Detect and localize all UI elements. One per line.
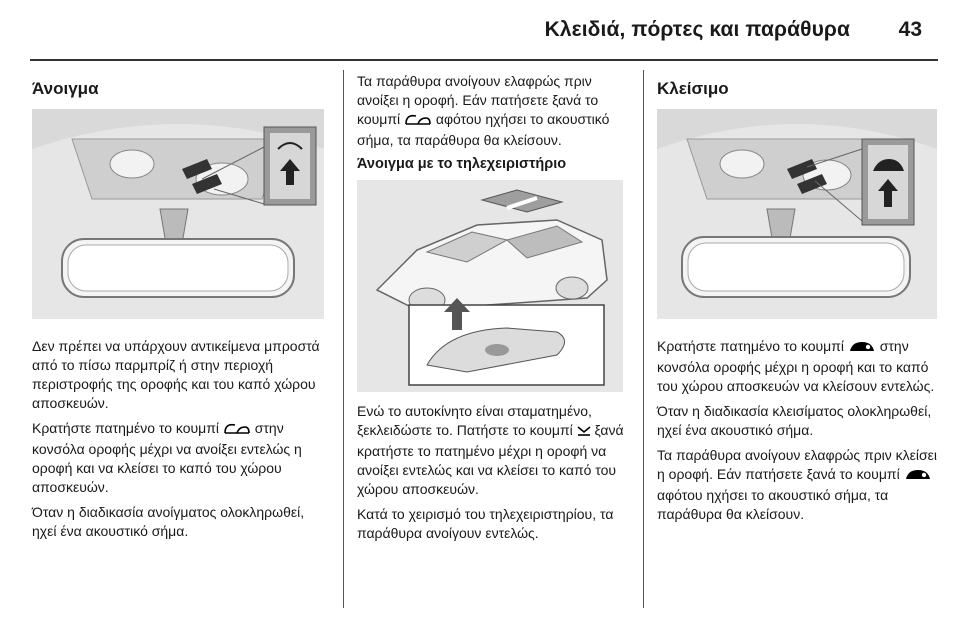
remote-unlock-icon: [577, 423, 591, 442]
header-title: Κλειδιά, πόρτες και παράθυρα: [544, 18, 850, 41]
roof-console-drawing: [32, 109, 324, 319]
page-header: [0, 0, 960, 62]
header-rule: [30, 59, 938, 61]
paragraph: Δεν πρέπει να υπάρχουν αντικείμενα μπροστά από το πίσω παρμπρίζ ή στην περιοχή περιστροφής της οροφής και του καπό χώρου αποσκευών.: [32, 338, 320, 411]
car-remote-drawing: [357, 180, 623, 392]
paragraph: [357, 72, 635, 150]
text-segment: Κρατήστε πατημένο το κουμπί: [657, 338, 848, 354]
roof-console-close-illustration: [657, 109, 937, 319]
subsection-title: Άνοιγμα με το τηλεχειριστήριο: [357, 156, 567, 172]
roof-close-icon: [904, 467, 932, 486]
column-divider: [343, 70, 344, 608]
column-open: [32, 70, 332, 547]
paragraph: [357, 402, 635, 499]
paragraph: [657, 337, 939, 396]
paragraph: Όταν η διαδικασία κλεισίματος ολοκληρωθεί, ηχεί ένα ακουστικό σήμα.: [657, 403, 932, 438]
text-segment: αφότου ηχήσει το ακουστικό σήμα, τα παράθυρα θα κλείσουν.: [357, 111, 610, 148]
roof-close-icon: [848, 339, 876, 358]
column-divider: [643, 70, 644, 608]
text-segment: Τα παράθυρα ανοίγουν ελαφρώς πριν κλείσει η οροφή. Εάν πατήσετε ξανά το κουμπί: [657, 447, 938, 482]
text-segment: στην κονσόλα οροφής μέχρι να ανοίξει εντελώς η οροφή και να κλείσει το καπό του χώρου αποσκευών.: [32, 420, 302, 495]
car-remote-illustration: [357, 180, 623, 392]
section-title-open: Άνοιγμα: [32, 79, 99, 98]
paragraph: Όταν η διαδικασία ανοίγματος ολοκληρωθεί, ηχεί ένα ακουστικό σήμα.: [32, 504, 305, 539]
text-segment: ξανά κρατήστε το πατημένο μέχρι η οροφή να ανοίξει εντελώς και να κλείσει το καπό του χώρου αποσκευών.: [357, 422, 624, 497]
text-segment: Τα παράθυρα ανοίγουν ελαφρώς πριν ανοίξει η οροφή. Εάν πατήσετε ξανά το κουμπί: [357, 73, 599, 127]
text-segment: Κρατήστε πατημένο το κουμπί: [32, 420, 223, 436]
page-number: 43: [898, 18, 922, 41]
column-close: [657, 70, 939, 530]
section-title-close: Κλείσιμο: [657, 79, 729, 98]
roof-console-drawing: [657, 109, 937, 319]
column-remote: [357, 70, 635, 549]
text-segment: Ενώ το αυτοκίνητο είναι σταματημένο, ξεκλειδώστε το. Πατήστε το κουμπί: [357, 403, 592, 438]
paragraph: [657, 446, 939, 524]
paragraph: Κατά το χειρισμό του τηλεχειριστηρίου, τα παράθυρα ανοίγουν εντελώς.: [357, 506, 614, 541]
text-segment: στην κονσόλα οροφής μέχρι η οροφή και το καπό του χώρου αποσκευών να κλείσουν εντελώς.: [657, 338, 935, 394]
roof-open-icon: [223, 421, 251, 440]
roof-open-icon: [404, 112, 432, 131]
text-segment: αφότου ηχήσει το ακουστικό σήμα, τα παράθυρα θα κλείσουν.: [657, 487, 889, 522]
paragraph: [32, 419, 332, 497]
roof-console-open-illustration: [32, 109, 324, 319]
